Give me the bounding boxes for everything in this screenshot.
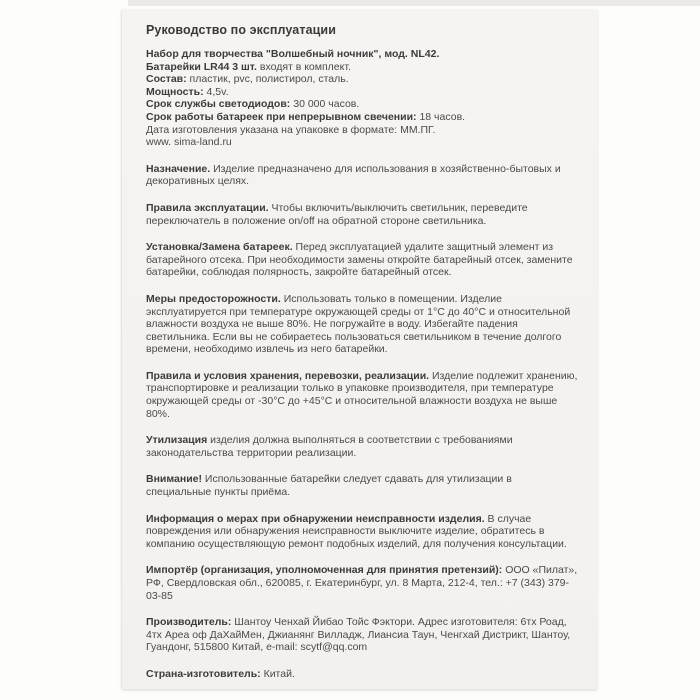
section-body: ООО «Пилат», РФ, Свердловская обл., 620085, г. Екатеринбург, ул. 8 Марта, 212-4, тел.: +7 (343) 379-03-85 — [146, 564, 578, 602]
section-lead: Правила эксплуатации. — [146, 201, 269, 214]
section-body: Изделие подлежит хранению, транспортировке и реализации только в упаковке производителя, при температуре окружающей среды от -30°С до +45°С и относительной влажности воздуха не выше 80%. — [146, 369, 578, 420]
spec-label: Набор для творчества "Волшебный ночник", мод. NL42. — [146, 48, 440, 60]
spec-line-mfg-date — [146, 124, 579, 137]
section-body: Перед эксплуатацией удалите защитный элемент из батарейного отсека. При необходимости замены откройте батарейный отсек, замените батарейки, соблюдая полярность, закройте батарейный отсек. — [146, 241, 573, 279]
spec-line-website — [146, 136, 579, 149]
page-title: Руководство по эксплуатации — [146, 23, 336, 37]
product-specs — [146, 48, 579, 149]
section-body: Чтобы включить/выключить светильник, переведите переключатель в положение on/off на обратной стороне светильника. — [146, 201, 528, 227]
spec-label: Состав: — [146, 73, 187, 86]
section-body: В случае повреждения или обнаружения неисправности выключите изделие, обратитесь в компанию осуществляющую ремонт подобных изделий, для получения консультации. — [146, 512, 567, 550]
spec-line-batteries — [146, 61, 579, 74]
section-storage-rules — [146, 370, 579, 420]
spec-line-composition — [146, 73, 579, 86]
spec-line-product — [146, 48, 579, 61]
spec-line-power — [146, 86, 579, 99]
spec-value: 4,5v. — [203, 85, 229, 98]
section-lead: Информация о мерах при обнаружении неисправности изделия. — [146, 512, 485, 525]
spec-value: входят в комплект. — [256, 60, 351, 73]
section-precautions — [146, 293, 579, 356]
spec-label: Срок службы светодиодов: — [146, 98, 291, 111]
spec-line-battery-life — [146, 111, 579, 124]
section-lead: Меры предосторожности. — [146, 292, 281, 305]
section-manufacturer — [146, 616, 579, 654]
spec-value: 30 000 часов. — [290, 98, 360, 111]
section-lead: Утилизация — [146, 434, 208, 447]
spec-value: Дата изготовления указана на упаковке в формате: ММ.ПГ. — [146, 123, 436, 136]
section-lead: Правила и условия хранения, перевозки, реализации. — [146, 369, 430, 382]
section-body: Использовать только в помещении. Изделие эксплуатируется при температуре окружающей среды от 1°С до 40°С и относительной влажности воздуха не выше 80%. Не погружайте в воду. Избегайте падения светильника. Если вы не собираетесь пользоваться светильником в течение долгого времени, необходимо извлечь из него батарейки. — [146, 292, 571, 356]
spec-line-led-life — [146, 98, 579, 111]
section-lead: Установка/Замена батареек. — [146, 241, 293, 254]
section-body: Китай. — [260, 667, 295, 680]
section-lead: Внимание! — [146, 473, 202, 486]
manual-page — [122, 10, 597, 689]
section-usage-rules — [146, 202, 579, 227]
section-battery-install — [146, 241, 579, 279]
section-body: Изделие предназначено для использования в хозяйственно-бытовых и декоративных целях. — [146, 162, 561, 188]
section-body: Использованные батарейки следует сдавать для утилизации в специальные пункты приёма. — [146, 473, 512, 499]
section-malfunction-info — [146, 513, 579, 551]
spec-label: Срок работы батареек при непрерывном свечении: — [146, 110, 417, 123]
spec-value: 18 часов. — [416, 110, 466, 123]
section-lead: Производитель: — [146, 616, 232, 629]
section-body: изделия должна выполняться в соответствии с требованиями законодательства территории реализации. — [146, 434, 513, 459]
section-lead: Страна-изготовитель: — [146, 667, 261, 680]
section-lead: Назначение. — [146, 162, 211, 175]
section-purpose — [146, 163, 579, 188]
spec-label: Батарейки LR44 3 шт. — [146, 60, 257, 73]
section-body: Шантоу Ченхай Йибао Тойс Фэктори. Адрес изготовителя: 6тх Роад, 4тх Ареа оф ДаХайМен, Джианянг Вилладж, Лиансиа Таун, Ченгхай Дистрикт, Шантоу, Гуандонг, 515800 Китай, e-mail: scytf@qq.com — [146, 616, 571, 654]
section-disposal — [146, 434, 579, 459]
background-shadow-band — [128, 0, 700, 6]
website-url: www. sima-land.ru — [146, 136, 232, 149]
spec-value: пластик, pvc, полистирол, сталь. — [186, 73, 349, 86]
section-warning — [146, 473, 579, 498]
spec-label: Мощность: — [146, 85, 204, 98]
section-country-of-origin — [146, 668, 579, 681]
section-importer — [146, 564, 579, 602]
section-lead: Импортёр (организация, уполномоченная для принятия претензий): — [146, 564, 503, 577]
